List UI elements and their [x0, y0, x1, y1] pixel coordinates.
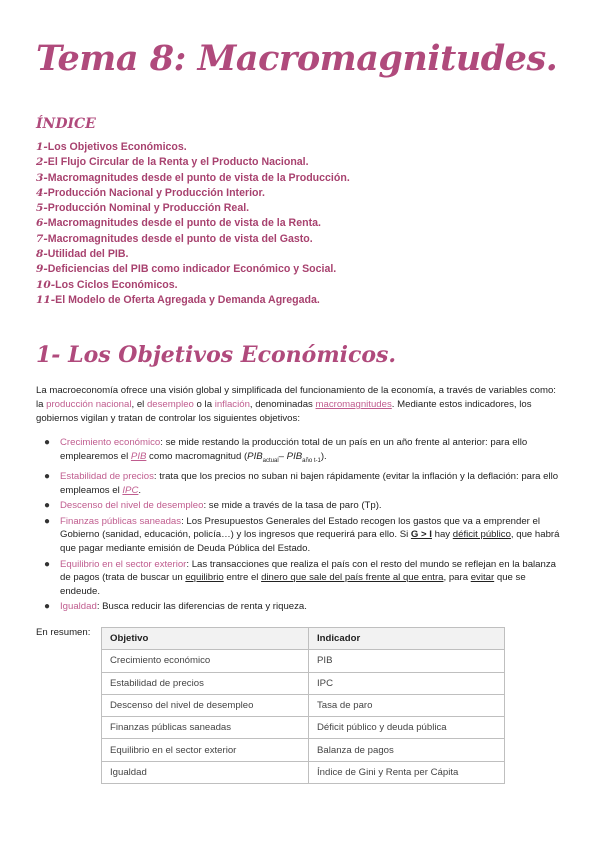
toc-text: El Modelo de Oferta Agregada y Demanda Agregada. — [55, 293, 320, 306]
bullet-text: : Las transacciones que realiza el país con el resto del mundo se reflejan en la balanza de pagos (trata de buscar un — [60, 558, 556, 584]
toc-text: Los Ciclos Económicos. — [55, 278, 178, 291]
bullet-icon: ● — [44, 601, 51, 613]
list-item — [44, 499, 565, 513]
toc-number: 8- — [36, 248, 48, 261]
term-dinero: dinero que sale del país frente al que entra — [261, 572, 444, 584]
bullet-icon: ● — [44, 558, 51, 570]
intro-text: , denominadas — [249, 399, 316, 410]
table-cell: PIB — [309, 650, 505, 672]
toc-text: Deficiencias del PIB como indicador Económico y Social. — [47, 263, 337, 276]
objectives-list — [44, 436, 565, 616]
toc-item[interactable] — [36, 186, 350, 201]
section-heading: 1- Los Objetivos Económicos. — [36, 342, 397, 368]
bullet-text: , para — [443, 572, 471, 584]
toc-item[interactable] — [36, 140, 350, 155]
formula-sub: año t-1 — [302, 457, 321, 464]
list-item — [44, 515, 565, 556]
bullet-icon: ● — [44, 515, 51, 527]
bullet-text: , que habrá que pagar mediante emisión de Deuda Pública del Estado. — [60, 529, 560, 555]
bullet-text: que se endeude. — [60, 572, 526, 597]
table-cell: Descenso del nivel de desempleo — [102, 694, 309, 716]
intro-text: , el — [131, 399, 147, 410]
table-row — [102, 717, 505, 739]
table-row — [102, 694, 505, 716]
toc-item[interactable] — [36, 171, 350, 186]
table-cell: Tasa de paro — [309, 694, 505, 716]
link-macromagnitudes[interactable]: macromagnitudes — [315, 399, 392, 410]
term-inflacion: inflación — [214, 399, 250, 410]
bullet-term: Descenso del nivel de desempleo — [60, 500, 204, 512]
toc-text: Utilidad del PIB. — [47, 248, 129, 261]
toc-number: 7- — [36, 232, 48, 245]
table-row — [102, 672, 505, 694]
toc-number: 1- — [36, 141, 48, 153]
list-item — [44, 558, 565, 599]
toc-text: Macromagnitudes desde el punto de vista de la Producción. — [47, 171, 350, 184]
list-item — [44, 600, 565, 614]
list-item — [44, 470, 565, 497]
toc-text: Los Objetivos Económicos. — [47, 141, 187, 153]
toc-number: 4- — [36, 186, 48, 199]
table-cell: IPC — [309, 672, 505, 694]
table-of-contents — [36, 140, 350, 308]
bullet-text: . — [138, 484, 142, 496]
toc-item[interactable] — [36, 155, 350, 170]
toc-text: Producción Nacional y Producción Interior. — [47, 186, 265, 199]
term-equilibrio: equilibrio — [185, 572, 224, 584]
bullet-icon: ● — [44, 471, 51, 483]
bullet-term: Finanzas públicas saneadas — [60, 515, 182, 527]
summary-table — [101, 627, 505, 784]
column-header: Objetivo — [102, 628, 309, 650]
page-title: Tema 8: Macromagnitudes. — [36, 38, 558, 79]
table-row — [102, 761, 505, 783]
toc-number: 11- — [36, 293, 56, 306]
toc-text: Producción Nominal y Producción Real. — [47, 202, 250, 215]
bullet-text: : Busca reducir las diferencias de renta y riqueza. — [96, 601, 307, 613]
link-ipc[interactable]: IPC — [122, 484, 139, 496]
column-header: Indicador — [309, 628, 505, 650]
toc-item[interactable] — [36, 247, 350, 262]
toc-text: Macromagnitudes desde el punto de vista de la Renta. — [47, 217, 321, 230]
formula-pib: PIB — [286, 450, 303, 462]
bullet-text: : trata que los precios no suban ni bajen rápidamente (evitar la inflación y la deflación: para ello empleamos el — [60, 471, 559, 496]
link-pib[interactable]: PIB — [130, 450, 147, 462]
bullet-icon: ● — [44, 500, 51, 512]
bullet-term: Equilibrio en el sector exterior — [60, 558, 187, 570]
bullet-text: como macromagnitud ( — [146, 450, 248, 462]
bullet-text: : se mide a través de la tasa de paro (Tp). — [203, 500, 382, 512]
toc-text: El Flujo Circular de la Renta y el Producto Nacional. — [47, 156, 309, 169]
formula-pib: PIB — [247, 450, 263, 462]
bullet-text: hay — [431, 529, 453, 541]
intro-text: . Mediante estos indicadores, los gobiernos vigilan y tratan de controlar los siguientes objetivos: — [36, 399, 532, 424]
table-cell: Finanzas públicas saneadas — [102, 717, 309, 739]
table-cell: Igualdad — [102, 761, 309, 783]
formula-sub: actual — [262, 457, 279, 464]
bullet-text: : Los Presupuestos Generales del Estado recogen los gastos que va a emprender el Gobierno (sanidad, educación, policía…) y los ingresos que requerirá para ello. Si — [60, 515, 540, 541]
formula-dash: – — [278, 450, 287, 462]
toc-number: 6- — [36, 217, 48, 230]
intro-paragraph — [36, 384, 566, 426]
term-produccion-nacional: producción nacional — [46, 399, 132, 410]
toc-item[interactable] — [36, 201, 350, 216]
table-cell: Crecimiento económico — [102, 650, 309, 672]
bullet-term: Crecimiento económico — [60, 437, 161, 448]
bullet-text: ). — [320, 450, 327, 462]
table-header-row — [102, 628, 505, 650]
intro-text: La macroeconomía ofrece una visión global y simplificada del funcionamiento de la economía, a través de variables como: la — [36, 385, 556, 410]
table-cell: Índice de Gini y Renta per Cápita — [309, 761, 505, 783]
summary-label: En resumen: — [36, 627, 91, 638]
toc-item[interactable] — [36, 216, 350, 231]
table-row — [102, 739, 505, 761]
toc-item[interactable] — [36, 293, 350, 308]
table-cell: Déficit público y deuda pública — [309, 717, 505, 739]
toc-item[interactable] — [36, 278, 350, 293]
formula-g-i: G > I — [410, 529, 432, 541]
toc-number: 5- — [36, 202, 48, 215]
bullet-text: entre el — [223, 572, 262, 584]
table-cell: Balanza de pagos — [309, 739, 505, 761]
bullet-icon: ● — [44, 437, 51, 448]
toc-number: 9- — [36, 263, 48, 276]
toc-item[interactable] — [36, 262, 350, 277]
bullet-term: Estabilidad de precios — [60, 471, 154, 483]
toc-number: 2- — [36, 156, 48, 169]
bullet-text: : se mide restando la producción total de un país en un año frente al anterior: para ello emplearemos el — [60, 437, 528, 462]
bullet-term: Igualdad — [60, 601, 97, 613]
table-row — [102, 650, 505, 672]
intro-text: o la — [193, 399, 215, 410]
term-evitar: evitar — [470, 572, 495, 584]
toc-item[interactable] — [36, 232, 350, 247]
term-deficit: déficit público — [452, 529, 511, 541]
table-cell: Equilibrio en el sector exterior — [102, 739, 309, 761]
toc-number: 3- — [36, 171, 48, 184]
list-item — [44, 436, 565, 468]
toc-number: 10- — [36, 278, 56, 291]
table-cell: Estabilidad de precios — [102, 672, 309, 694]
term-desempleo: desempleo — [146, 399, 194, 410]
toc-text: Macromagnitudes desde el punto de vista del Gasto. — [47, 232, 313, 245]
index-heading: ÍNDICE — [36, 116, 96, 132]
